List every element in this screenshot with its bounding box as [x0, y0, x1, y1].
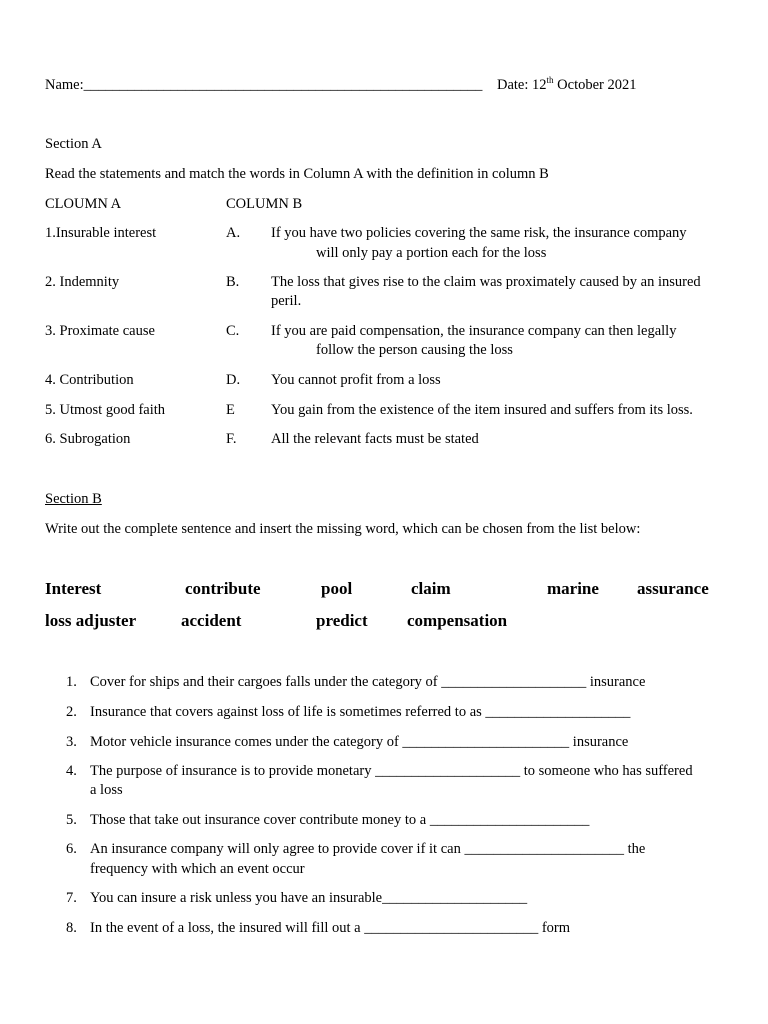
date-suffix: October 2021 [553, 77, 637, 93]
question-text-continued: a loss [90, 782, 123, 798]
name-field [45, 76, 482, 94]
question-number: 7. [66, 890, 77, 906]
word-bank-item: marine [547, 579, 599, 598]
section-a-title: Section A [45, 136, 102, 152]
question-number: 3. [66, 734, 77, 750]
column-b-header: COLUMN B [226, 196, 303, 212]
word-bank-item: accident [181, 611, 242, 630]
question-text: In the event of a loss, the insured will fill out a ________________________ form [90, 920, 571, 936]
word-bank-item: compensation [407, 611, 508, 630]
definition-text: The loss that gives rise to the claim was proximately caused by an insured [271, 274, 701, 290]
term-item: 1.Insurable interest [45, 225, 157, 241]
word-bank-item: pool [321, 579, 353, 598]
definition-letter: F. [226, 431, 237, 447]
word-bank-item: predict [316, 611, 368, 630]
word-bank-item: loss adjuster [45, 611, 137, 630]
term-item: 4. Contribution [45, 372, 134, 388]
date-superscript: th [546, 75, 554, 86]
definition-text: You gain from the existence of the item insured and suffers from its loss. [271, 402, 693, 418]
definition-text: You cannot profit from a loss [271, 372, 441, 388]
definition-text-continued: will only pay a portion each for the loss [316, 245, 547, 261]
term-item: 2. Indemnity [45, 274, 120, 290]
question-number: 5. [66, 812, 77, 828]
question-text: Those that take out insurance cover contribute money to a ______________________ [90, 812, 590, 828]
word-bank-item: assurance [637, 579, 709, 598]
section-b-title: Section B [45, 491, 102, 507]
definition-text-continued: follow the person causing the loss [316, 342, 513, 358]
word-bank-item: contribute [185, 579, 261, 598]
definition-letter: B. [226, 274, 240, 290]
question-number: 4. [66, 763, 77, 779]
definition-letter: A. [226, 225, 241, 241]
section-a-instruction: Read the statements and match the words in Column A with the definition in column B [45, 166, 549, 182]
question-text: An insurance company will only agree to provide cover if it can ______________________ the [90, 841, 646, 857]
definition-letter: E [226, 402, 235, 418]
date-line [497, 76, 637, 94]
definition-letter: D. [226, 372, 241, 388]
date-prefix: Date: 12 [497, 77, 547, 93]
name-label: Name: [45, 77, 84, 93]
term-item: 6. Subrogation [45, 431, 131, 447]
definition-text: All the relevant facts must be stated [271, 431, 479, 447]
question-number: 1. [66, 674, 77, 690]
term-item: 5. Utmost good faith [45, 402, 166, 418]
term-item: 3. Proximate cause [45, 323, 155, 339]
word-bank-item: claim [411, 579, 451, 598]
definition-text: If you are paid compensation, the insurance company can then legally [271, 323, 677, 339]
question-text: Insurance that covers against loss of life is sometimes referred to as ____________________ [90, 704, 631, 720]
question-number: 2. [66, 704, 77, 720]
question-number: 6. [66, 841, 77, 857]
word-bank-item: Interest [45, 579, 102, 598]
question-text-continued: frequency with which an event occur [90, 861, 305, 877]
definition-text: If you have two policies covering the same risk, the insurance company [271, 225, 687, 241]
question-text: The purpose of insurance is to provide monetary ____________________ to someone who has suffered [90, 763, 693, 779]
column-a-header: CLOUMN A [45, 196, 122, 212]
question-number: 8. [66, 920, 77, 936]
question-text: You can insure a risk unless you have an insurable____________________ [90, 890, 528, 906]
definition-text-continued: peril. [271, 293, 302, 309]
question-text: Motor vehicle insurance comes under the category of _______________________ insurance [90, 734, 629, 750]
definition-letter: C. [226, 323, 240, 339]
question-text: Cover for ships and their cargoes falls under the category of ____________________ insurance [90, 674, 646, 690]
section-b-instruction: Write out the complete sentence and insert the missing word, which can be chosen from the list below: [45, 521, 641, 537]
name-blank: _______________________________________________________ [83, 77, 483, 93]
